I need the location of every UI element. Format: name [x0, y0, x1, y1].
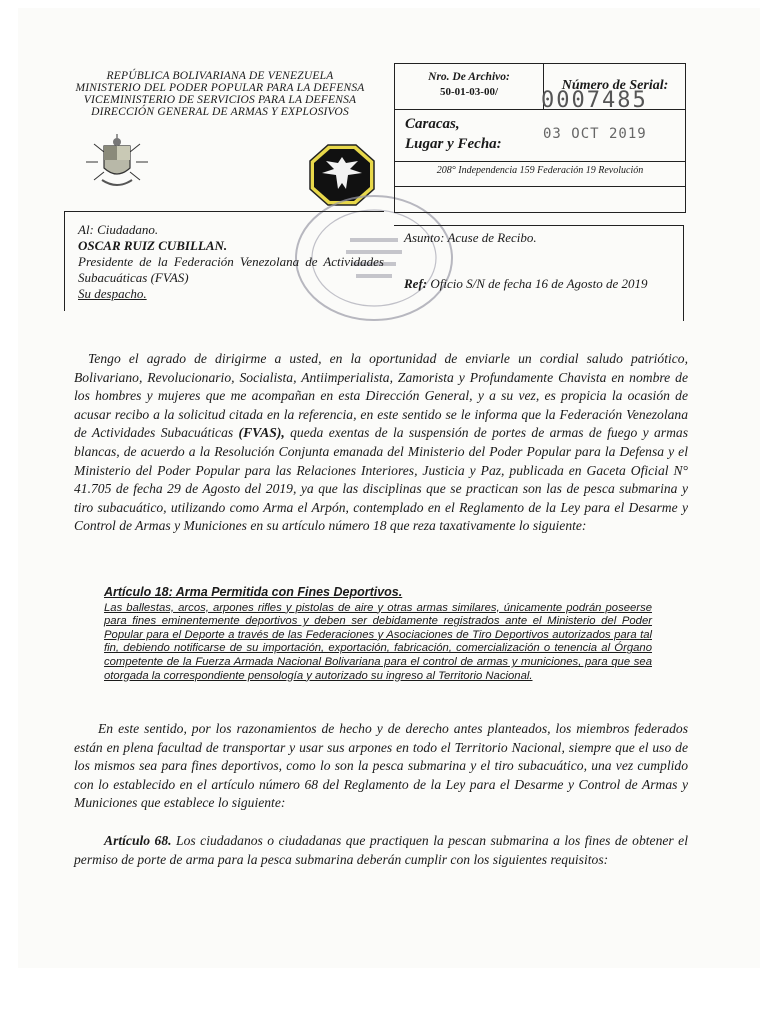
body-paragraph-1: Tengo el agrado de dirigirme a usted, en la oportunidad de enviarle un cordial saludo patriótico, Bolivariano, Revolucionario, Socialista, Antiimperialista, Zamorista y Profundamente Chavista en nombre de los hombres y mujeres que me acompañan en esta Dirección General, y a su vez, es propicia la ocasión de acusar recibo a la solicitud citada en la referencia, en este sentido se le informa que la Federación Venezolana de Actividades Subacuáticas (FVAS), queda exentas de la suspensión de portes de armas de fuego y armas blancas, de acuerdo a la Resolución Conjunta emanada del Ministerio del Poder Popular para la Defensa y el Ministerio del Poder Popular para las Relaciones Interiores, Justicia y Paz, publicada en Gaceta Oficial N° 41.705 de fecha 29 de Agosto del 2019, ya que las disciplinas que se practican son las de pesca submarina y tiro subacuático, utilizando como Arma el Arpón, contemplado en el Reglamento de la Ley para el Desarme y Control de Armas y Municiones en su artículo número 18 que reza taxativamente lo siguiente: [74, 351, 689, 534]
reference-label: Ref: [404, 276, 428, 291]
article-18-quote [104, 586, 652, 683]
place-date-label: Caracas, Lugar y Fecha: [405, 116, 502, 152]
letterhead-line: VICEMINISTERIO DE SERVICIOS PARA LA DEFENSA [83, 94, 357, 106]
addressee-block [78, 222, 384, 302]
letterhead-line: MINISTERIO DEL PODER POPULAR PARA LA DEFENSA [75, 82, 365, 94]
bicentenary-line: 208° Independencia 159 Federación 19 Revolución [436, 165, 644, 176]
body-paragraph-2: En este sentido, por los razonamientos de hecho y de derecho antes planteados, los miembros federados están en plena facultad de transportar y usar sus arpones en todo el Territorio Nacional, siempre que el uso de los mismos sea para fines deportivos, como lo son la pesca submarina y el tiro subacuático, una vez cumplido con lo establecido en el artículo número 68 del Reglamento de la Ley para el Desarme y Control de Armas y Municiones que establece lo siguiente: [74, 721, 688, 811]
letterhead [60, 70, 380, 118]
reference-text: Oficio S/N de fecha 16 de Agosto de 2019 [430, 276, 648, 291]
serial-label: Número de Serial: [561, 78, 669, 93]
file-info-box [394, 63, 686, 213]
letterhead-line: DIRECCIÓN GENERAL DE ARMAS Y EXPLOSIVOS [91, 106, 349, 118]
archive-number: 50-01-03-00/ [439, 86, 499, 98]
addressee-despacho: Su despacho. [78, 286, 147, 301]
coat-of-arms-icon [82, 130, 152, 194]
reference-line [404, 276, 679, 292]
to-label: Al: Ciudadano. [78, 222, 159, 237]
subject-line: Asunto: Acuse de Recibo. [404, 230, 537, 245]
addressee-position: Presidente de la Federación Venezolana de Actividades Subacuáticas (FVAS) [78, 254, 384, 285]
page-margin [0, 968, 768, 1024]
date-stamp: 03 OCT 2019 [543, 126, 647, 142]
serial-number: 0007485 [541, 88, 648, 113]
article-18-text: Las ballestas, arcos, arpones rifles y pistolas de aire y otras armas similares, únicamente podrán poseerse para fines eminentemente deportivos y deben ser debidamente registrados ante el Ministerio del Poder Popular para el Deporte a través de las Federaciones y Asociaciones de Tiro Deportivos autorizados para tal fin, debiendo notificarse de su importación, exportación, fabricación, comercialización o tenencia al Órgano competente de la Fuerza Armada Nacional Bolivariana para el control de armas y municiones, para que sea otorgada la correspondiente pensología y autorizado su ingreso al Territorio Nacional. [104, 601, 652, 682]
addressee-name: OSCAR RUIZ CUBILLAN. [78, 238, 228, 253]
article-68-paragraph [74, 832, 688, 869]
article-68-text: Los ciudadanos o ciudadanas que practiquen la pescan submarina a los fines de obtener el permiso de porte de arma para la pesca submarina deberán cumplir con los siguientes requisitos: [74, 833, 688, 867]
archive-label: Nro. De Archivo: [428, 71, 510, 83]
letterhead-line: REPÚBLICA BOLIVARIANA DE VENEZUELA [106, 70, 334, 82]
article-68-label: Artículo 68. [104, 833, 172, 848]
article-18-title: Artículo 18: Arma Permitida con Fines Deportivos. [104, 585, 403, 599]
